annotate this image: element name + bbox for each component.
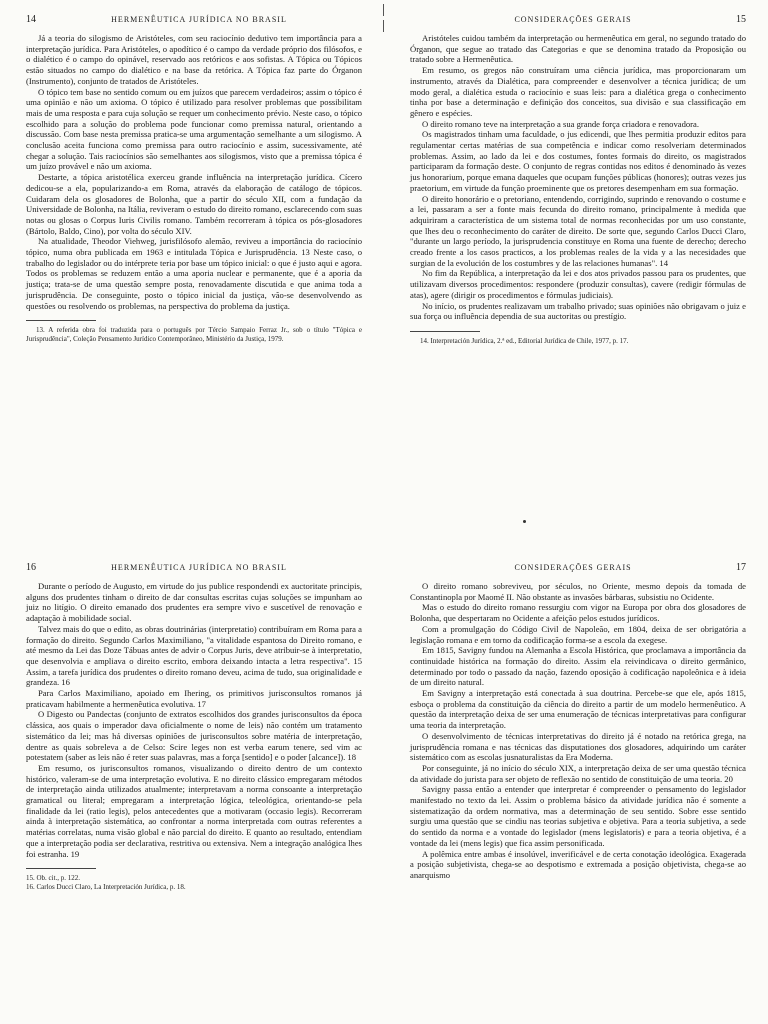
running-header	[410, 562, 746, 573]
paragraph: Na atualidade, Theodor Viehweg, jurisfilósofo alemão, reviveu a importância do raciocínio tópico, numa obra publicada em 1963 e intitulada Tópica e Jurisprudência. 13 Neste caso, o trabalho do legislador ou do intérprete teria por base um tópico inicial: o que é justo aqui e agora. Todos os problemas se reduzem então a uma aporia nuclear e permanente, que é a aporia da justiça; trata-se de uma questão sempre posta, renovadamente discutida e que anima toda a jurisprudência. De conseguinte, posto o tópico inicial da justiça, vão-se desenvolvendo as questões ou resolvendo os problemas, na perspectiva do problema da justiça.	[26, 236, 362, 311]
paragraph: Para Carlos Maximiliano, apoiado em Ihering, os primitivos jurisconsultos romanos já praticavam habilmente a hermenêutica evolutiva. 17	[26, 688, 362, 709]
paragraph: Com a promulgação do Código Civil de Napoleão, em 1804, deixa de ser obrigatória a legislação romana e em torno da codificação forma-se a escola da exegese.	[410, 623, 746, 645]
paragraph: O direito romano sobreviveu, por séculos, no Oriente, mesmo depois da tomada de Constantinopla por Maomé II. Não obstante as invasões bárbaras, subsistiu no Ocidente.	[410, 581, 746, 602]
running-title: CONSIDERAÇÕES GERAIS	[514, 15, 632, 24]
paragraph: No fim da República, a interpretação da lei e dos atos privados passou para os prudentes, que utilizavam diversos procedimentos: respondere (produzir consultas), cavere (redigir fórmulas de atas), agere (dirigir os procedimentos e fórmulas judiciais).	[410, 268, 746, 300]
paragraph: Os magistrados tinham uma faculdade, o jus edicendi, que lhes permitia produzir editos para regulamentar certas matérias de sua competência e indicar como resolveriam determinados problemas. Assim, ao lado da lei e dos costumes, fontes formais do direito, os magistrados participaram da formação deste. O conjunto de regras contidas nos editos é denominado às vezes jus honorarium, porque emana daqueles que ocupam funções públicas (honores); outras vezes jus praetorium, em virtude da função proeminente que os pretores desempenham em sua formação.	[410, 129, 746, 193]
running-title: CONSIDERAÇÕES GERAIS	[514, 563, 632, 572]
running-header	[26, 562, 362, 573]
paragraph: Aristóteles cuidou também da interpretação ou hermenêutica em geral, no segundo tratado do Órganon, que segue ao tratado das Categorias e que se denomina tratado da Proposição ou tratado sobre a Hermenêutica.	[410, 33, 746, 65]
footnote-list	[26, 874, 362, 892]
paragraph: Já a teoria do silogismo de Aristóteles, com seu raciocínio dedutivo tem importância para a interpretação jurídica. Para Aristóteles, o apodítico é o campo da verdade próprio dos filósofos, e o dialético é o campo do opinável, reservado aos retóricos e aos sofistas. A Tópica ou Tópicos estão situados no campo do dialético e na base da retórica. A Tópica faz parte do Órganon (Instrumento), conjunto de tratados de Aristóteles.	[26, 33, 362, 86]
footnote: 16. Carlos Ducci Claro, La Interpretación Jurídica, p. 18.	[26, 883, 186, 892]
paragraph: Em Savigny a interpretação está conectada à sua doutrina. Percebe-se que ele, após 1815, esboça o problema da constituição da ciência do direito a partir de um modelo hermenêutico. A questão da interpretação deixa de ser uma enumeração de técnicas interpretativas para configurar uma teoria da interpretação.	[410, 688, 746, 731]
footnote-rule	[26, 320, 96, 321]
paragraph: Em resumo, os jurisconsultos romanos, visualizando o direito dentro de um contexto histórico, valeram-se de uma interpretação evolutiva. E no direito clássico empregaram métodos de interpretação ainda utilizados atualmente; interpretavam a norma consoante a interpretação gramatical ou literal; empregaram a interpretação lógica, teleológica, orientando-se pela finalidade da lei (ratio legis), pelos antecedentes que a motivaram (occasio legis). Recorreram ainda à interpretação sistemática, ao confrontar a norma interpretada com outras referentes a matérias correlatas, numa visão global e não parcial do direito. E quanto ao resultado, entendiam que a interpretação podia ser declarativa, restritiva ou extensiva. Nem a integração analógica lhes foi estranha. 19	[26, 762, 362, 859]
paragraph: O tópico tem base no sentido comum ou em juízos que parecem verdadeiros; assim o tópico é uma opinião e não um axioma. O tópico é utilizado para resolver problemas que possibilitam mais de uma resposta e para cuja solução se requer um conhecimento prévio. Neste caso, o tópico escolhido para a solução do problema pode funcionar como premissa natural, orientando a discussão. Com base nesta premissa pratica-se uma argumentação semelhante a um silogismo. A conclusão aceita funciona como premissa para outro raciocínio e assim, sucessivamente, até chegar a solução. Tais raciocínios são semelhantes aos silogismos, visto que a premissa tópica é um juízo provável e não um axioma.	[26, 86, 362, 172]
running-title: HERMENÊUTICA JURÍDICA NO BRASIL	[111, 563, 287, 572]
paragraph: Por conseguinte, já no início do século XIX, a interpretação deixa de ser uma questão técnica da atividade do jurista para ser objeto de reflexão no sentido de constituição de uma teoria. 20	[410, 762, 746, 784]
paragraph: Talvez mais do que o edito, as obras doutrinárias (interpretatio) contribuíram em Roma para a formação do direito. Segundo Carlos Maximiliano, "a vitalidade espantosa do Direito romano, e até mesmo da Lei das Doze Tábuas antes de advir o Corpus Juris, deve atribuir-se à interpretatio, que desenvolvia e ampliava o direito escrito, embora deixando intacta a letra respectiva". 15 Assim, a tarefa jurídica dos prudentes o direito romano deveu, acima de tudo, sua originalidade e grandeza. 16	[26, 623, 362, 688]
paragraph: Savigny passa então a entender que interpretar é compreender o pensamento do legislador manifestado no texto da lei. Assim o problema básico da atividade jurídica não é somente a sistematização da ordem normativa, mas a determinação de seu sentido. Sobre esse sentido surgiu uma questão que se cindiu nas teorias subjetiva e objetiva. Para a teoria subjetiva, a sede do sentido da norma e a vontade do legislador (mens legislatoris) e para a teoria objetiva, é a vontade da lei (mens legis) que fica assim personificada.	[410, 784, 746, 848]
paragraph: Em resumo, os gregos não construíram uma ciência jurídica, mas proporcionaram um instrumento, através da Dialética, para compreender e desenvolver a técnica jurídica; de um modo geral, a dialética estuda o raciocínio e suas leis: para a dialética grega o conhecimento tinha por base a determinação e definição dos conceitos, sua divisão e sua classificação em gênero e espécies.	[410, 65, 746, 118]
footnote: 13. A referida obra foi traduzida para o português por Tércio Sampaio Ferraz Jr., sob o título "Tópica e Jurisprudência", Coleção Pensamento Jurídico Contemporâneo, Ministério da Justiça, 1979.	[26, 326, 362, 344]
page-14	[0, 0, 384, 512]
page-17	[384, 512, 768, 1024]
page-number: 16	[26, 562, 36, 573]
footnote: 15. Ob. cit., p. 122.	[26, 874, 81, 883]
paragraph: O direito honorário e o pretoriano, entendendo, corrigindo, suprindo e renovando o costume e a lei, passaram a ser a fonte mais fecunda do direito romano, principalmente à medida que adquiriram a característica de um sistema total de normas reconhecidas por um uso constante, que lhes deu o reconhecimento do caráter de direito. De sorte que, segundo Carlos Ducci Claro, "durante un largo período, la jurisprudencia constituye en Roma una fuente de derecho; derecho creado frente a los casos practicos, a los problemas reales de la vida y a las necesidades que surgian de la evolución de los costumbres y de las relaciones humanas". 14	[410, 193, 746, 268]
book-gutter-mark	[380, 4, 388, 34]
footnote-rule	[410, 331, 480, 332]
page-15	[384, 0, 768, 512]
scan-speck	[523, 520, 526, 523]
page-16	[0, 512, 384, 1024]
paragraph: Destarte, a tópica aristotélica exerceu grande influência na interpretação jurídica. Cícero dedicou-se a ela, popularizando-a em Roma, através da elaboração de catálogo de tópicos. Cuidaram dela os glosadores de Bolonha, que a partir do século XII, com a fundação da Universidade de Bolonha, na Itália, reviveram o estudo do direito romano, esclarecendo com suas notas ou glosas o Corpus Iuris Civilis romano. Também recorreram à tópica os pós-glosadores (Bártolo, Baldo, Cino), por volta do século XIV.	[26, 172, 362, 236]
paragraph: Durante o período de Augusto, em virtude do jus publice respondendi ex auctoritate principis, alguns dos prudentes tinham o direito de dar consultas escritas cujas soluções se impunham ao juiz no litígio. O direito emanado dos prudentes era sempre vivo e suscetível de renovação e adaptação à mobilidade social.	[26, 581, 362, 624]
paragraph: No início, os prudentes realizavam um trabalho privado; suas opiniões não obrigavam o juiz e sua força ou influência dependia de sua auctoritas ou prestígio.	[410, 300, 746, 322]
footnote-rule	[26, 868, 96, 869]
paragraph: Mas o estudo do direito romano ressurgiu com vigor na Europa por obra dos glosadores de Bolonha, que despertaram no Ocidente a afeição pelos estudos jurídicos.	[410, 602, 746, 624]
page-number: 15	[736, 14, 746, 25]
running-header	[410, 14, 746, 25]
paragraph: Em 1815, Savigny fundou na Alemanha a Escola Histórica, que proclamava a importância da continuidade histórica na formação do direito. Assim ela reivindicava o direito germânico, determinado por todo o passado da nação, fazendo oposição à codificação napoleônica e à ideia de um direito natural.	[410, 645, 746, 688]
page-number: 14	[26, 14, 36, 25]
footnote: 14. Interpretación Jurídica, 2.ª ed., Editorial Jurídica de Chile, 1977, p. 17.	[420, 336, 629, 345]
paragraph: A polêmica entre ambas é insolúvel, inverificável e de certa conotação ideológica. Exagerada a posição subjetivista, chega-se ao despotismo e extremada a posição objetivista, chega-se ao anarquismo	[410, 848, 746, 880]
paragraph: O desenvolvimento de técnicas interpretativas do direito já é notado na retórica grega, na jurisprudência romana e nas técnicas das disputationes dos glosadores, adquirindo um caráter sistemático com as escolas jusnaturalistas da Era Moderna.	[410, 730, 746, 763]
running-title: HERMENÊUTICA JURÍDICA NO BRASIL	[111, 15, 287, 24]
paragraph: O direito romano teve na interpretação a sua grande força criadora e renovadora.	[422, 118, 700, 129]
paragraph: O Digesto ou Pandectas (conjunto de extratos escolhidos dos grandes jurisconsultos da época clássica, aos quais o imperador dava oficialmente o nome de leis) não contém um tratamento sistemático da lei; mas há diversas opiniões de jurisconsultos sobre matéria de interpretação, dentre as quais sobreleva a de Celso: Scire leges non est verba earum tenere, sed vim ac potestatem (saber as leis não é reter suas palavras, mas a força [sentido] e o poder [alcance]). 18	[26, 709, 362, 763]
running-header	[26, 14, 362, 25]
page-number: 17	[736, 562, 746, 573]
